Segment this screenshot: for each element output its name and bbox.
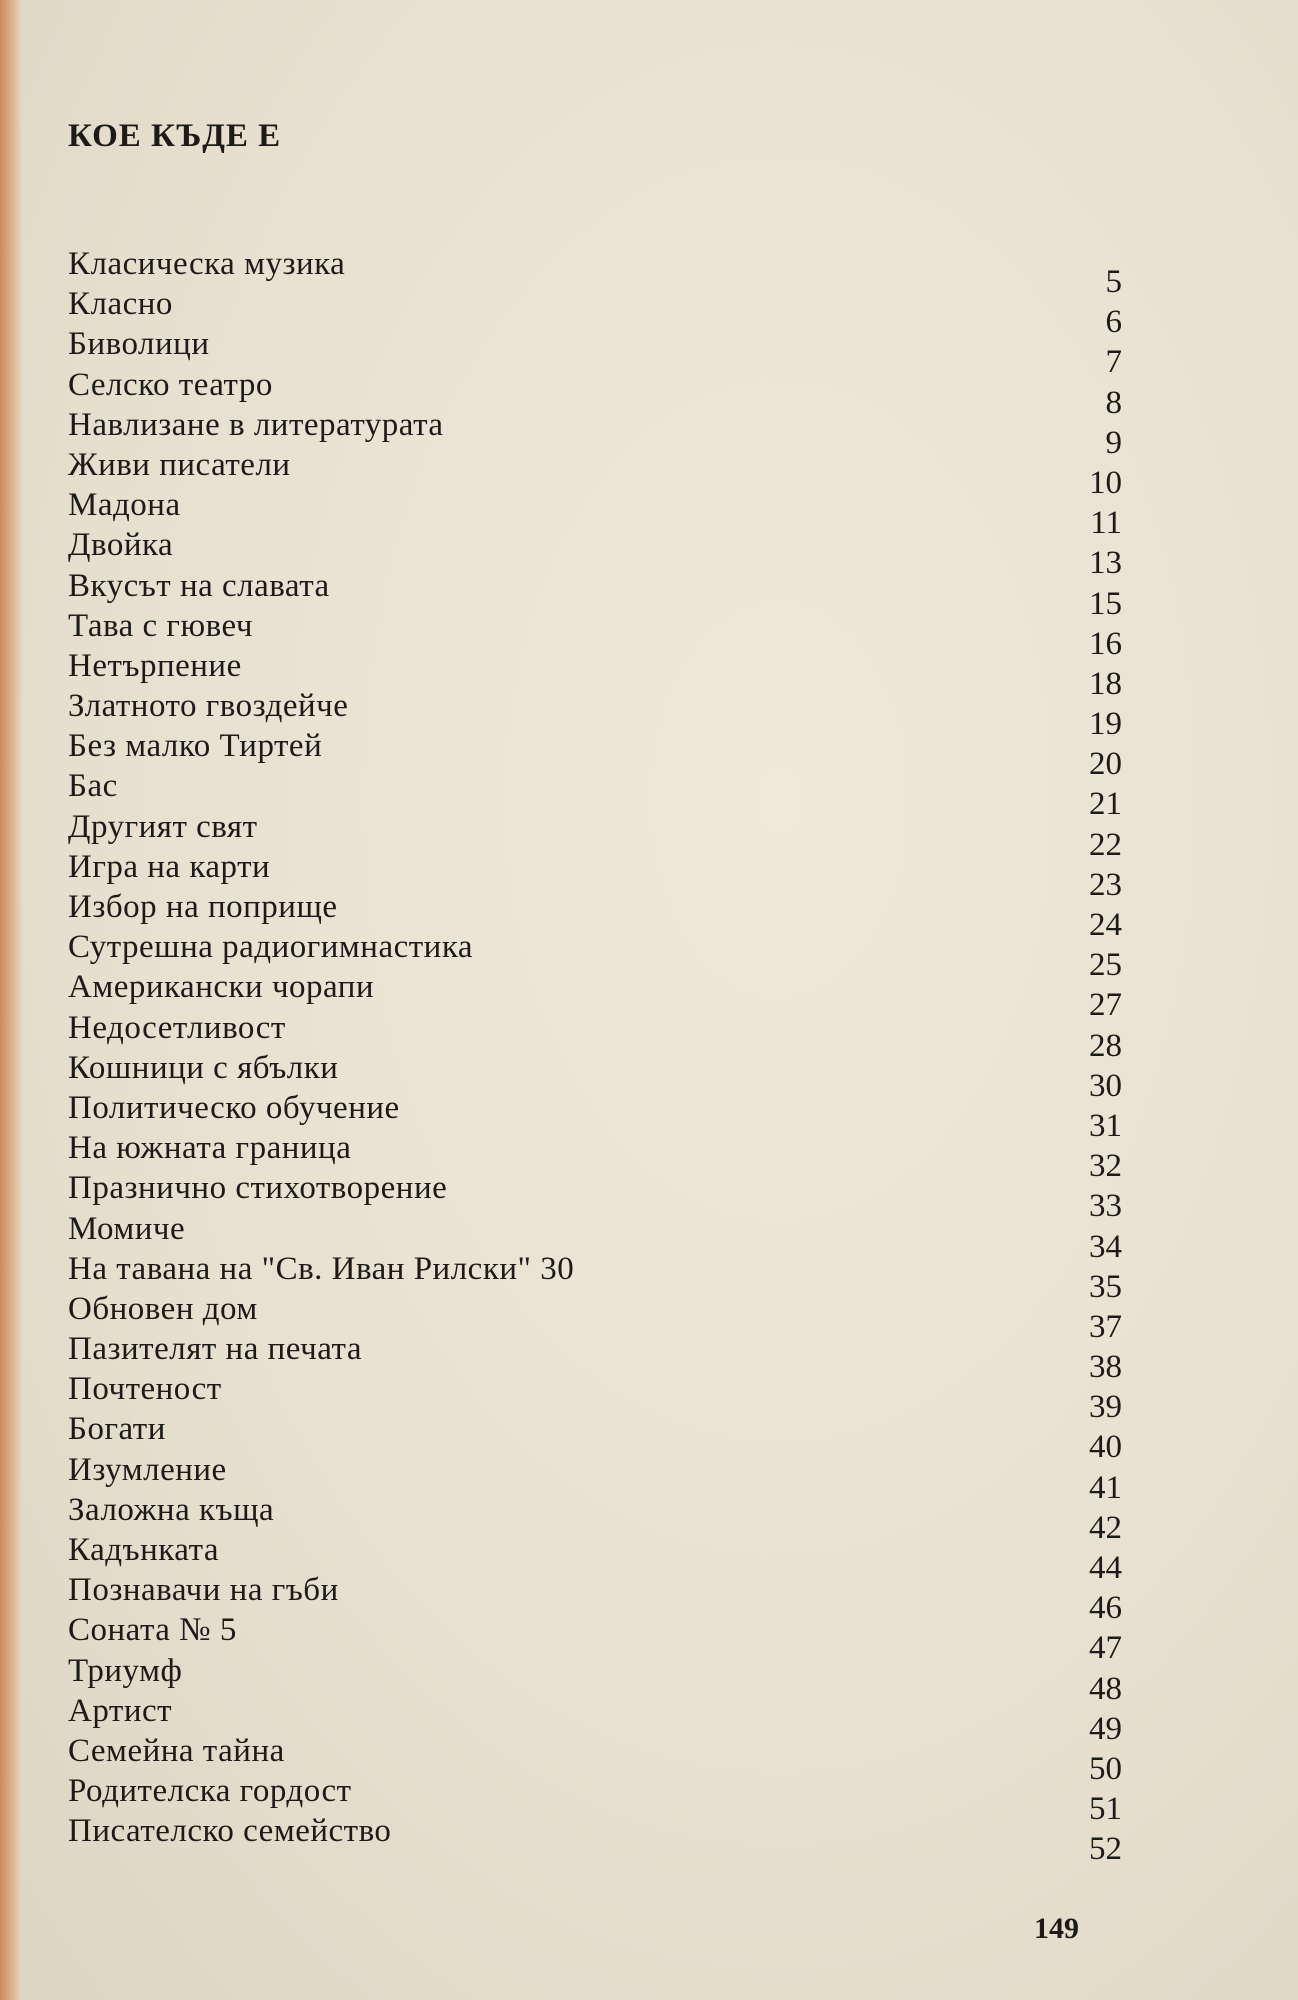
toc-entry-title: Мадона xyxy=(68,487,181,524)
toc-entry-title: Златното гвоздейче xyxy=(68,688,349,725)
toc-entry-page: 37 xyxy=(1089,1308,1122,1345)
toc-entry-title: Политическо обучение xyxy=(68,1089,400,1126)
toc-entry-title: Нетърпение xyxy=(68,647,242,684)
toc-entry-page: 25 xyxy=(1089,947,1122,984)
toc-entry-page: 32 xyxy=(1089,1148,1122,1185)
toc-entry-page: 16 xyxy=(1089,625,1122,662)
toc-entry-page: 23 xyxy=(1089,866,1122,903)
toc-entry-title: Живи писатели xyxy=(68,446,291,483)
toc-entry-title: Заложна къща xyxy=(68,1491,275,1528)
toc-entry-title: Американски чорапи xyxy=(68,969,375,1006)
toc-entry-title: Родителска гордост xyxy=(68,1773,352,1810)
toc-entry-title: На тавана на "Св. Иван Рилски" 30 xyxy=(68,1250,575,1287)
toc-entry-page: 13 xyxy=(1089,545,1122,582)
toc-entry-title: Биволици xyxy=(68,326,210,363)
toc-entry-page: 20 xyxy=(1089,746,1122,783)
toc-entry-page: 6 xyxy=(1105,304,1122,341)
toc-entry-title: Вкусът на славата xyxy=(68,567,330,604)
toc-entry-page: 18 xyxy=(1089,665,1122,702)
toc-entry-page: 8 xyxy=(1105,384,1122,421)
toc-entry-page: 38 xyxy=(1089,1349,1122,1386)
toc-entry-title: Кошници с ябълки xyxy=(68,1049,339,1086)
toc-entry-title: Кадънката xyxy=(68,1532,220,1568)
toc-entry-page: 11 xyxy=(1090,505,1122,542)
toc-entry-title: Семейна тайна xyxy=(68,1732,285,1769)
toc-entry-page: 21 xyxy=(1089,786,1122,823)
toc-entry-title: Сутрешна радиогимнастика xyxy=(68,929,474,966)
toc-entry-title: Другият свят xyxy=(68,808,258,845)
toc-entry-title: Богати xyxy=(68,1411,166,1448)
toc-entry-title: Изумление xyxy=(68,1451,227,1488)
toc-entry-page: 42 xyxy=(1089,1509,1122,1546)
toc-entry-title: Без малко Тиртей xyxy=(68,728,323,765)
toc-entry-page: 41 xyxy=(1089,1469,1122,1506)
toc-entry-title: Празнично стихотворение xyxy=(68,1170,448,1207)
toc-entry-title: Игра на карти xyxy=(68,848,271,885)
toc-entry-page: 52 xyxy=(1089,1831,1122,1868)
toc-entry-page: 15 xyxy=(1089,585,1122,622)
toc-entry-title: Тава с гювеч xyxy=(68,607,253,644)
page-number: 149 xyxy=(1034,1912,1079,1945)
toc-entry-page: 27 xyxy=(1089,987,1122,1024)
toc-entry-title: Познавачи на гъби xyxy=(68,1572,339,1609)
toc-entry-title: Почтеност xyxy=(68,1371,222,1408)
toc-entry-title: Селско театро xyxy=(68,366,273,403)
toc-entry-page: 40 xyxy=(1089,1429,1122,1466)
toc-entry-page: 30 xyxy=(1089,1067,1122,1104)
toc-entry-title: Момиче xyxy=(68,1210,186,1247)
toc-entry-page: 9 xyxy=(1105,424,1122,461)
toc-entry-page: 22 xyxy=(1089,826,1122,863)
toc-entry-page: 39 xyxy=(1089,1389,1122,1426)
toc-entry-page: 49 xyxy=(1089,1710,1122,1747)
toc-entry-page: 5 xyxy=(1105,264,1122,300)
toc-entry-title: Недосетливост xyxy=(68,1009,286,1046)
toc-entry-title: Пазителят на печата xyxy=(68,1331,362,1368)
toc-entry-page: 50 xyxy=(1089,1750,1122,1787)
toc-entry-page: 46 xyxy=(1089,1590,1122,1627)
toc-entry-title: Артист xyxy=(68,1692,173,1729)
toc-entry-page: 34 xyxy=(1089,1228,1122,1265)
toc-entry-page: 44 xyxy=(1089,1550,1122,1586)
toc-entry-title: Обновен дом xyxy=(68,1290,258,1327)
toc-entry-title: Триумф xyxy=(68,1652,183,1689)
toc-entry-page: 28 xyxy=(1089,1027,1122,1064)
toc-entry-title: Избор на поприще xyxy=(68,889,338,925)
toc-entry-page: 51 xyxy=(1089,1791,1122,1828)
toc-entry-title: Класическа музика xyxy=(68,246,346,282)
toc-entry-page: 31 xyxy=(1089,1107,1122,1144)
toc-entry-title: Бас xyxy=(68,768,118,805)
toc-entry-title: На южната граница xyxy=(68,1130,352,1167)
toc-entry-title: Писателско семейство xyxy=(68,1813,392,1850)
toc-entry-title: Соната № 5 xyxy=(68,1612,237,1649)
toc-entry-title: Навлизане в литературата xyxy=(68,406,444,443)
page-title: КОЕ КЪДЕ Е xyxy=(68,118,282,154)
toc-entry-page: 35 xyxy=(1089,1268,1122,1305)
toc-entry-title: Двойка xyxy=(68,527,174,564)
toc-entry-title: Класно xyxy=(68,286,173,323)
page-edge xyxy=(0,0,22,2000)
toc-entry-page: 10 xyxy=(1089,464,1122,501)
toc-entry-page: 19 xyxy=(1089,706,1122,743)
toc-title-list xyxy=(68,244,574,1852)
toc-entry-page: 24 xyxy=(1089,907,1122,943)
toc-page-list xyxy=(1040,262,1122,1870)
toc-entry-page: 7 xyxy=(1105,344,1122,381)
toc-entry-page: 33 xyxy=(1089,1188,1122,1225)
toc-entry-page: 48 xyxy=(1089,1670,1122,1707)
toc-entry-page: 47 xyxy=(1089,1630,1122,1667)
